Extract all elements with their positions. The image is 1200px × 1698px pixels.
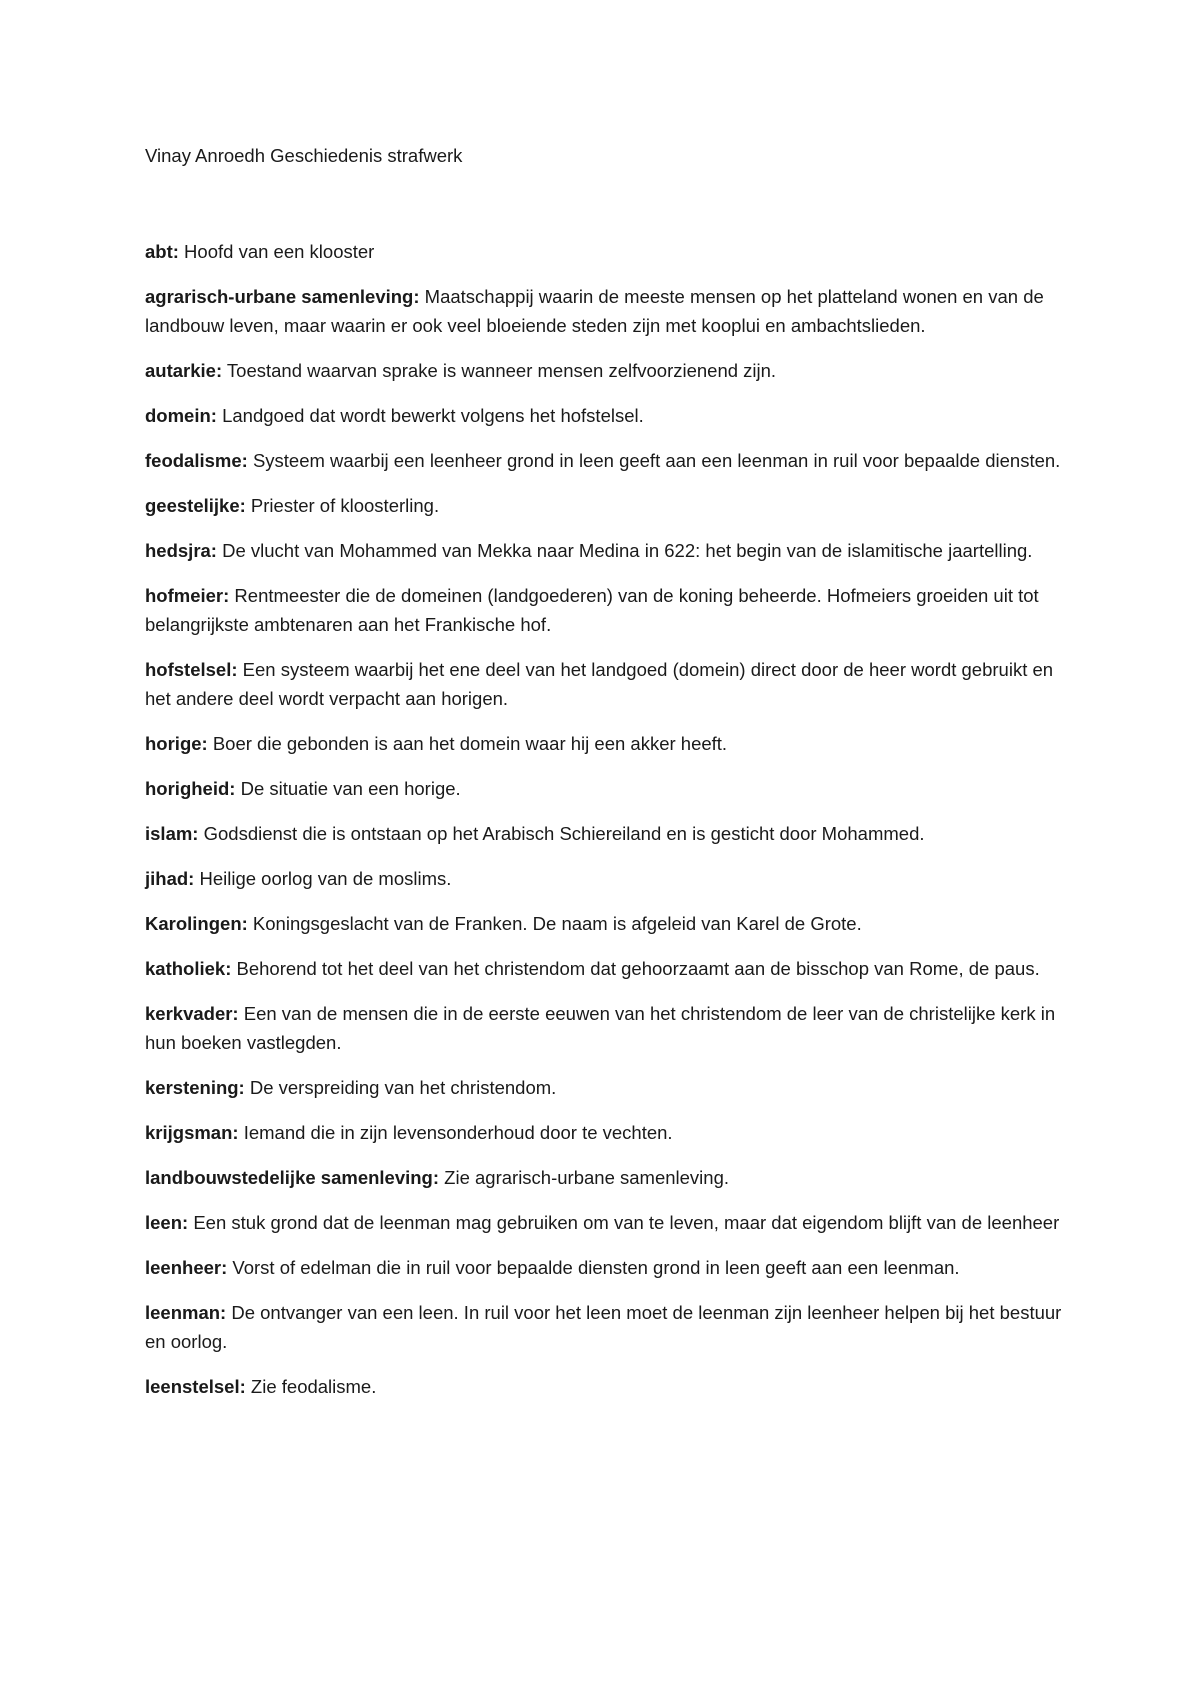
glossary-entry-hofstelsel: [145, 655, 1065, 713]
glossary-definition: Maatschappij waarin de meeste mensen op het platteland wonen en van de landbouw leven, maar waarin er ook veel bloeiende steden zijn met kooplui en ambachtslieden.: [145, 286, 1044, 336]
glossary-term: kerstening:: [145, 1077, 245, 1098]
glossary-list: [145, 237, 1065, 1417]
glossary-term: leen:: [145, 1212, 189, 1233]
glossary-definition: Een stuk grond dat de leenman mag gebruiken om van te leven, maar dat eigendom blijft van de leenheer: [188, 1212, 1060, 1233]
glossary-entry-geestelijke: [145, 491, 1065, 520]
glossary-definition: Iemand die in zijn levensonderhoud door te vechten.: [238, 1122, 673, 1143]
glossary-entry-jihad: [145, 864, 1065, 893]
glossary-entry-leenman: [145, 1298, 1065, 1356]
glossary-definition: Zie feodalisme.: [245, 1376, 377, 1397]
glossary-entry-landbouwstedelijke-samenleving: [145, 1163, 1065, 1192]
glossary-term: domein:: [145, 405, 217, 426]
glossary-definition: De ontvanger van een leen. In ruil voor het leen moet de leenman zijn leenheer helpen bij het bestuur en oorlog.: [145, 1302, 1062, 1352]
glossary-definition: Hoofd van een klooster: [178, 241, 375, 262]
glossary-definition: Heilige oorlog van de moslims.: [194, 868, 452, 889]
glossary-definition: De situatie van een horige.: [235, 778, 461, 799]
glossary-definition: De vlucht van Mohammed van Mekka naar Medina in 622: het begin van de islamitische jaartelling.: [216, 540, 1033, 561]
glossary-term: abt:: [145, 241, 179, 262]
glossary-entry-agrarisch-urbane-samenleving: [145, 282, 1065, 340]
glossary-definition: Een van de mensen die in de eerste eeuwen van het christendom de leer van de christelijke kerk in hun boeken vastlegden.: [145, 1003, 1056, 1053]
glossary-definition: Een systeem waarbij het ene deel van het landgoed (domein) direct door de heer wordt gebruikt en het andere deel wordt verpacht aan horigen.: [145, 659, 1054, 709]
glossary-term: horige:: [145, 733, 208, 754]
glossary-definition: Toestand waarvan sprake is wanneer mensen zelfvoorzienend zijn.: [222, 360, 777, 381]
glossary-definition: Koningsgeslacht van de Franken. De naam is afgeleid van Karel de Grote.: [247, 913, 862, 934]
glossary-term: landbouwstedelijke samenleving:: [145, 1167, 440, 1188]
glossary-definition: Priester of kloosterling.: [245, 495, 440, 516]
glossary-entry-leenheer: [145, 1253, 1065, 1282]
glossary-entry-krijgsman: [145, 1118, 1065, 1147]
document-title: Vinay Anroedh Geschiedenis strafwerk: [145, 145, 463, 166]
glossary-entry-domein: [145, 401, 1065, 430]
glossary-term: leenstelsel:: [145, 1376, 246, 1397]
glossary-definition: Zie agrarisch-urbane samenleving.: [439, 1167, 730, 1188]
glossary-term: Karolingen:: [145, 913, 248, 934]
glossary-entry-karolingen: [145, 909, 1065, 938]
glossary-term: feodalisme:: [145, 450, 248, 471]
glossary-term: hofstelsel:: [145, 659, 238, 680]
glossary-entry-hofmeier: [145, 581, 1065, 639]
glossary-entry-autarkie: [145, 356, 1065, 385]
glossary-term: geestelijke:: [145, 495, 246, 516]
glossary-entry-hedsjra: [145, 536, 1065, 565]
glossary-entry-horige: [145, 729, 1065, 758]
glossary-term: kerkvader:: [145, 1003, 239, 1024]
glossary-term: hofmeier:: [145, 585, 230, 606]
glossary-term: katholiek:: [145, 958, 232, 979]
glossary-term: islam:: [145, 823, 199, 844]
glossary-entry-horigheid: [145, 774, 1065, 803]
glossary-definition: Boer die gebonden is aan het domein waar hij een akker heeft.: [207, 733, 728, 754]
glossary-entry-islam: [145, 819, 1065, 848]
glossary-definition: Rentmeester die de domeinen (landgoederen) van de koning beheerde. Hofmeiers groeiden uit tot belangrijkste ambtenaren aan het Frankische hof.: [145, 585, 1039, 635]
glossary-term: autarkie:: [145, 360, 223, 381]
glossary-entry-leen: [145, 1208, 1065, 1237]
glossary-term: horigheid:: [145, 778, 236, 799]
glossary-entry-kerstening: [145, 1073, 1065, 1102]
glossary-term: leenheer:: [145, 1257, 228, 1278]
glossary-entry-kerkvader: [145, 999, 1065, 1057]
glossary-definition: De verspreiding van het christendom.: [244, 1077, 557, 1098]
glossary-entry-feodalisme: [145, 446, 1065, 475]
glossary-definition: Godsdienst die is ontstaan op het Arabisch Schiereiland en is gesticht door Mohammed.: [198, 823, 925, 844]
glossary-entry-katholiek: [145, 954, 1065, 983]
glossary-term: hedsjra:: [145, 540, 217, 561]
glossary-term: krijgsman:: [145, 1122, 239, 1143]
glossary-definition: Vorst of edelman die in ruil voor bepaalde diensten grond in leen geeft aan een leenman.: [227, 1257, 960, 1278]
glossary-entry-leenstelsel: [145, 1372, 1065, 1401]
glossary-definition: Landgoed dat wordt bewerkt volgens het hofstelsel.: [216, 405, 644, 426]
glossary-definition: Systeem waarbij een leenheer grond in leen geeft aan een leenman in ruil voor bepaalde diensten.: [247, 450, 1061, 471]
glossary-term: leenman:: [145, 1302, 227, 1323]
glossary-definition: Behorend tot het deel van het christendom dat gehoorzaamt aan de bisschop van Rome, de paus.: [231, 958, 1040, 979]
glossary-entry-abt: [145, 237, 1065, 266]
glossary-term: agrarisch-urbane samenleving:: [145, 286, 420, 307]
glossary-term: jihad:: [145, 868, 195, 889]
